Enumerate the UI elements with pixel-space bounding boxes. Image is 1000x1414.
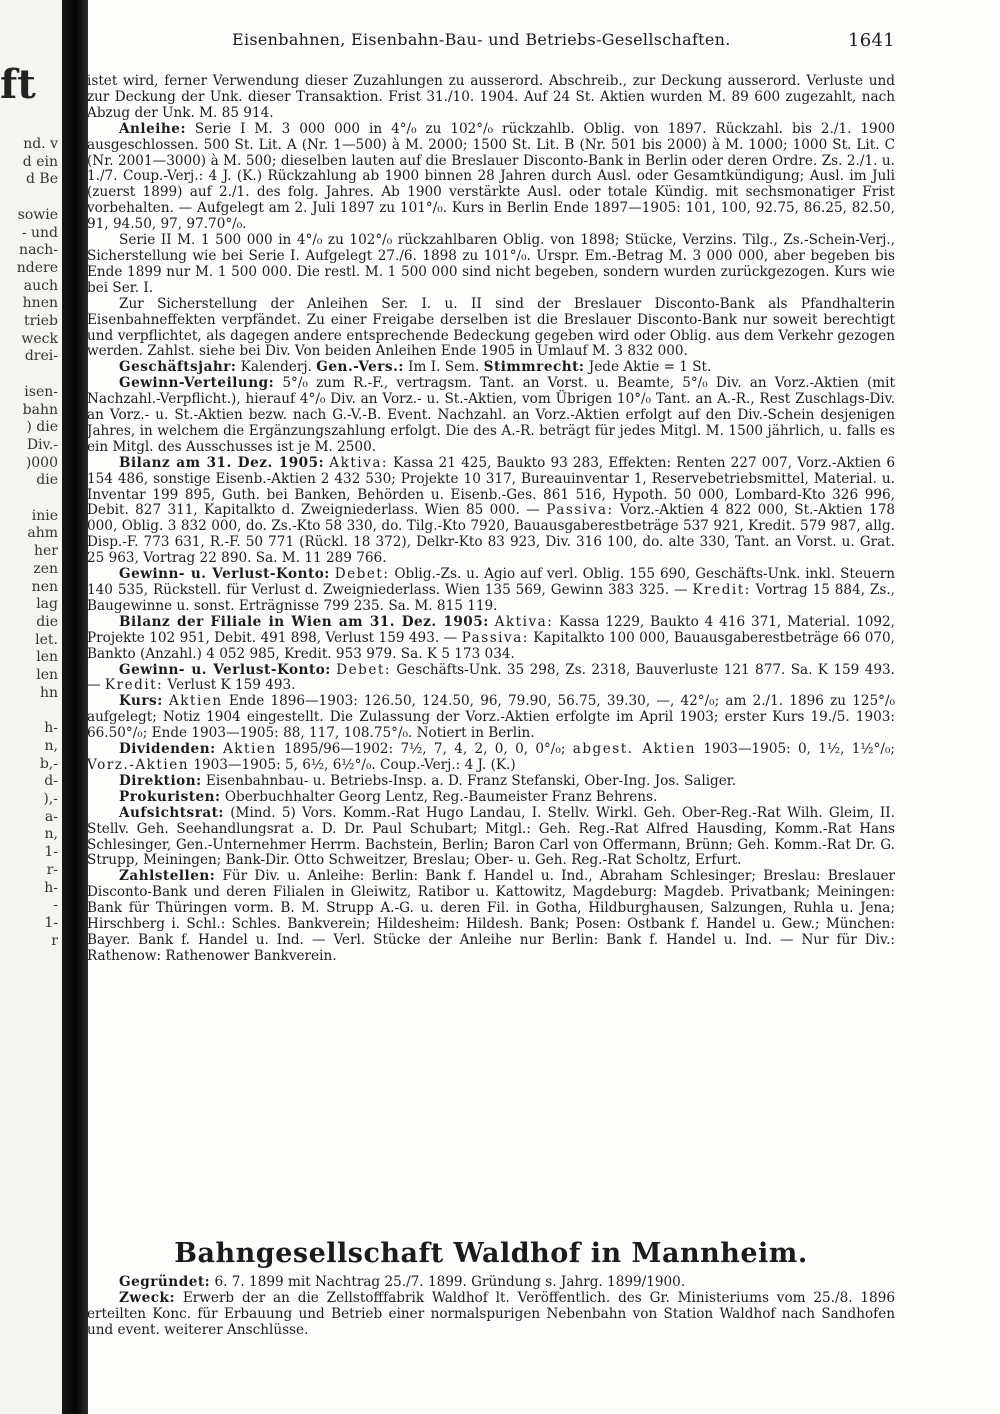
running-header — [232, 30, 895, 51]
entry-paragraph: Bilanz am 31. Dez. 1905: Aktiva: Kassa 21 425, Baukto 93 283, Effekten: Renten 227 007, Vorz.-Aktien 6 154 486, sonstige Eisenb.-Aktien 2 432 530; Projekte 10 317, Bureauinventar 1, Reservebetriebsmittel, Material. u. Inventar 199 895, Guth. bei Banken, Behörden u. Eisenb.-Ges. 861 516, Hypoth. 50 000, Lombard-Kto 326 996, Debit. 827 311, Kapitalkto d. Zweigniederlass. Wien 85 000. — Passiva: Vorz.-Aktien 4 822 000, St.-Aktien 178 000, Oblig. 3 832 000, do. Zs.-Kto 58 330, do. Tilg.-Kto 7920, Bauausgaberestbeträge 537 921, Kredit. 579 987, allg. Disp.-F. 773 631, R.-F. 50 771 (Rückl. 18 372), Delkr-Kto 83 923, Div. 316 100, do. alte 330, Tant. an Vorst. u. Grat. 25 963, Vortrag 22 890. Sa. M. 11 289 766. — [87, 454, 895, 567]
entry-keyword: Anleihe: — [119, 120, 186, 137]
adjacent-page-line-fragment: - und — [21, 224, 58, 241]
adjacent-page-line-fragment: len — [36, 667, 58, 684]
main-text-block — [87, 74, 895, 965]
entry-paragraph: Aufsichtsrat: (Mind. 5) Vors. Komm.-Rat Hugo Landau, I. Stellv. Wirkl. Geh. Ober-Reg.-Rat Wilh. Gleim, II. Stellv. Geh. Seehandlungsrat a. D. Dr. Paul Schubart; Mitgl.: Geh. Reg.-Rat Alfred Hausding, Komm.-Rat Hans Schlesinger, Gen.-Unternehmer Herrm. Bachstein, Berlin; Baron Carl von Offermann, Brünn; Geh. Komm.-Rat Dr. G. Strupp, Meiningen; Bank-Dir. Otto Schweitzer, Breslau; Ober- u. Geh. Reg.-Rat Scholtz, Erfurt. — [87, 804, 895, 869]
adjacent-page-line-fragment — [0, 366, 62, 384]
entry-keyword: Direktion: — [119, 772, 202, 789]
entry-paragraph: Gegründet: 6. 7. 1899 mit Nachtrag 25./7. 1899. Gründung s. Jahrg. 1899/1900. — [119, 1274, 686, 1290]
adjacent-page-line-fragment: )000 — [25, 454, 58, 471]
adjacent-page-line-fragment: h- — [44, 879, 58, 896]
adjacent-page-text — [0, 0, 62, 1414]
adjacent-page-line-fragment: nach- — [19, 242, 58, 259]
adjacent-page-line-fragment — [0, 1057, 62, 1075]
adjacent-page-line-fragment — [0, 950, 62, 968]
entry-keyword: Gewinn- u. Verlust-Konto: — [119, 566, 330, 583]
adjacent-page-line-fragment: die — [36, 613, 58, 630]
entry-paragraph: Zur Sicherstellung der Anleihen Ser. I. u. II sind der Breslauer Disconto-Bank als Pfandhalterin Eisenbahneffekten verpfändet. Zu einer Freigabe derselben ist die Breslauer Disconto-Bank nur soweit berechtigt und verpflichtet, als dagegen andere entsprechende Bedeckung gegeben wird oder Oblig. aus dem Verkehr gezogen werden. Zahlst. siehe bei Div. Von beiden Anleihen Ende 1905 in Umlauf M. 3 832 000. — [87, 295, 895, 360]
adjacent-page-line-fragment: hnen — [22, 295, 58, 312]
adjacent-page-line-fragment: bahn — [22, 401, 58, 418]
entry-paragraph: Kurs: Aktien Ende 1896—1903: 126.50, 124.50, 96, 79.90, 56.75, 39.30, —, 42°/₀; am 2./1. 1896 zu 125°/₀ aufgelegt; Notiz 1904 eingestellt. Die Zulassung der Vorz.-Aktien erfolgte im April 1903; erster Kurs 19./5. 1903: 66.50°/₀; Ende 1903—1905: 88, 117, 108.75°/₀. Notiert in Berlin. — [87, 693, 896, 742]
entry-paragraph: Zweck: Erwerb der an die Zellstofffabrik Waldhof lt. Veröffentlich. des Gr. Ministeriums vom 25./8. 1896 erteilten Konc. für Erbauung und Betrieb einer normalspurigen Nebenbahn von Station Waldhof nach Sandhofen und event. weiterer Anschlüsse. — [87, 1289, 895, 1338]
adjacent-page-line-fragment — [0, 703, 62, 721]
adjacent-page-line-fragment: auch — [23, 277, 58, 294]
adjacent-page-line-fragment — [0, 490, 62, 508]
adjacent-page-line-fragment: her — [34, 543, 58, 560]
adjacent-page-line-fragment: a- — [44, 808, 58, 825]
entry-keyword: Zweck: — [119, 1289, 175, 1306]
entry-keyword: Prokuristen: — [119, 788, 221, 805]
adjacent-page-line-fragment: r- — [46, 861, 58, 878]
adjacent-page-line-fragment: die — [36, 472, 58, 489]
entry-keyword: Aufsichtsrat: — [119, 804, 224, 821]
company-text-block — [87, 1275, 895, 1339]
adjacent-page-line-fragment: nen — [31, 578, 58, 595]
adjacent-page-line-fragment: ),- — [43, 791, 58, 808]
entry-keyword: Geschäftsjahr: — [119, 359, 237, 376]
running-title: Eisenbahnen, Eisenbahn-Bau- und Betriebs-Gesellschaften. — [232, 30, 731, 49]
adjacent-page-line-fragment: trieb — [23, 313, 58, 330]
adjacent-page-line-fragment: r — [51, 932, 58, 949]
book-binding-gutter — [62, 0, 88, 1414]
page-number: 1641 — [847, 30, 895, 51]
adjacent-page-line-fragment — [0, 1003, 62, 1021]
adjacent-page-line-fragment: len — [36, 649, 58, 666]
adjacent-page-line-fragment: inie — [31, 507, 58, 524]
adjacent-page-line-fragment: ) die — [26, 419, 58, 436]
adjacent-page-line-fragment: d ein — [22, 153, 58, 170]
adjacent-page-line-fragment: 1- — [44, 914, 58, 931]
adjacent-page-line-fragment — [0, 968, 62, 986]
entry-keyword: Gegründet: — [119, 1274, 211, 1290]
adjacent-page-line-fragment: zen — [33, 560, 58, 577]
adjacent-page-line-fragment: h- — [44, 720, 58, 737]
entry-keyword: Kurs: — [119, 693, 163, 710]
adjacent-page-line-fragment: b,- — [39, 755, 58, 772]
adjacent-page-line-fragment: hn — [39, 684, 58, 701]
entry-paragraph: Direktion: Eisenbahnbau- u. Betriebs-Insp. a. D. Franz Stefanski, Ober-Ing. Jos. Saliger. — [119, 772, 737, 789]
adjacent-page-line-fragment: ahm — [27, 525, 58, 542]
adjacent-page-line-fragment: weck — [21, 330, 58, 347]
company-heading: Bahngesellschaft Waldhof in Mannheim. — [174, 1238, 808, 1269]
entry-keyword: Gewinn- u. Verlust-Konto: — [119, 661, 331, 678]
adjacent-page-line-fragment — [0, 189, 62, 207]
entry-paragraph: Gewinn- u. Verlust-Konto: Debet: Oblig.-Zs. u. Agio auf verl. Oblig. 155 690, Geschäfts-Unk. inkl. Steuern 140 535, Rückstell. für Verlust d. Zweigniederlass. Wien 135 569, Gewinn 383 325. — Kredit: Vortrag 15 884, Zs., Baugewinne u. sonst. Erträgnisse 799 235. Sa. M. 815 119. — [87, 566, 895, 614]
adjacent-page-line-fragment: lag — [36, 596, 58, 613]
entry-paragraph: Prokuristen: Oberbuchhalter Georg Lentz, Reg.-Baumeister Franz Behrens. — [119, 788, 658, 805]
adjacent-page-line-fragment — [0, 986, 62, 1004]
entry-paragraph: Zahlstellen: Für Div. u. Anleihe: Berlin: Bank f. Handel u. Ind., Abraham Schlesinger; Breslau: Breslauer Disconto-Bank und deren Filialen in Gleiwitz, Ratibor u. Kattowitz, Magdeburg: Magdeb. Privatbank; Meiningen: Bank für Thüringen vorm. B. M. Strupp A.-G. u. deren Fil. in Gotha, Hildburghausen, Salzungen, Ruhla u. Jena; Hirschberg i. Schl.: Schles. Bankverein; Hildesheim: Hildesh. Bank; Posen: Ostbank f. Handel u. Gew.; München: Bayer. Bank f. Handel u. Ind. — Verl. Stücke der Anleihe nur Berlin: Bank f. Handel u. Ind. — Nur für Div.: Rathenow: Rathenower Bankverein. — [87, 868, 895, 964]
adjacent-page-line-fragment: let. — [35, 631, 58, 648]
adjacent-page-line-fragment: nd. v — [23, 136, 58, 152]
adjacent-page-line-fragment: d- — [44, 773, 58, 790]
adjacent-page-line-fragment: n, — [44, 737, 58, 754]
entry-paragraph: Geschäftsjahr: Kalenderj. Gen.-Vers.: Im I. Sem. Stimmrecht: Jede Aktie = 1 St. — [119, 359, 712, 376]
entry-paragraph: istet wird, ferner Verwendung dieser Zuzahlungen zu ausserord. Abschreib., zur Deckung ausserord. Verluste und zur Deckung der Unk. dieser Transaktion. Frist 31./10. 1904. Auf 24 St. Aktien wurden M. 89 600 zugezahlt, nach Abzug der Unk. M. 85 914. — [87, 73, 895, 121]
adjacent-page-line-fragment: d Be — [26, 171, 58, 188]
entry-paragraph: Bilanz der Filiale in Wien am 31. Dez. 1905: Aktiva: Kassa 1229, Baukto 4 416 371, Material. 1092, Projekte 102 951, Debit. 491 898, Verlust 159 493. — Passiva: Kapitalkto 100 000, Bauausgaberestbeträge 66 070, Bankto (Anzahl.) 4 052 985, Kredit. 953 979. Sa. K 5 173 034. — [87, 613, 895, 662]
adjacent-page-line-fragment: Div.- — [26, 436, 58, 453]
adjacent-page-line-fragment: ndere — [16, 259, 58, 276]
entry-paragraph: Anleihe: Serie I M. 3 000 000 in 4°/₀ zu 102°/₀ rückzahlb. Oblig. von 1897. Rückzahl. bis 2./1. 1900 ausgeschlossen. 500 St. Lit. A (Nr. 1—500) à M. 2000; 1500 St. Lit. B (Nr. 501 bis 2000) à M. 1000; 1000 St. Lit. C (Nr. 2001—3000) à M. 500; dieselben lauten auf die Breslauer Disconto-Bank in Berlin oder deren Ordre. Zs. 2./1. u. 1./7. Coup.-Verj.: 4 J. (K.) Rückzahlung ab 1900 binnen 28 Jahren durch Ausl. oder Gesamtkündigung; Ausl. im Juli (zuerst 1899) auf 2./1. des folg. Jahres. Ab 1900 verstärkte Ausl. oder totale Kündig. mit sechsmonatiger Frist vorbehalten. — Aufgelegt am 2. Juli 1897 zu 101°/₀. Kurs in Berlin Ende 1897—1905: 101, 100, 92.75, 86.25, 82.50, 91, 94.50, 97, 97.70°/₀. — [87, 120, 895, 233]
adjacent-page-line-fragment — [0, 1021, 62, 1039]
adjacent-page-line-fragment: 1- — [44, 844, 58, 861]
adjacent-page-line-fragment: n, — [44, 826, 58, 843]
entry-paragraph: Gewinn- u. Verlust-Konto: Debet: Geschäfts-Unk. 35 298, Zs. 2318, Bauverluste 121 877. Sa. K 159 493. — Kredit: Verlust K 159 493. — [87, 661, 895, 694]
adjacent-page-line-fragment — [0, 1039, 62, 1057]
entry-keyword: Dividenden: — [119, 741, 216, 758]
adjacent-page-line-fragment: - — [53, 897, 58, 914]
adjacent-page-edge — [0, 0, 62, 1414]
entry-keyword: Gewinn-Verteilung: — [119, 375, 275, 392]
adjacent-page-line-fragment: isen- — [24, 383, 58, 400]
entry-keyword: Bilanz der Filiale in Wien am 31. Dez. 1905: — [119, 613, 489, 630]
entry-paragraph: Serie II M. 1 500 000 in 4°/₀ zu 102°/₀ rückzahlbaren Oblig. von 1898; Stücke, Verzins. Tilg., Zs.-Schein-Verj., Sicherstellung wie bei Serie I. Aufgelegt 27./6. 1898 zu 101°/₀. Urspr. Em.-Betrag M. 3 000 000, aber begeben bis Ende 1899 nur M. 1 500 000. Die restl. M. 1 500 000 sind nicht begeben, sondern wurden zurückgezogen. Kurs wie bei Ser. I. — [87, 232, 895, 296]
entry-paragraph: Dividenden: Aktien 1895/96—1902: 7½, 7, 4, 2, 0, 0, 0°/₀; abgest. Aktien 1903—1905: 0, 1½, 1½°/₀; Vorz.-Aktien 1903—1905: 5, 6½, 6½°/₀. Coup.-Verj.: 4 J. (K.) — [87, 741, 895, 773]
entry-keyword: Zahlstellen: — [119, 868, 216, 885]
adjacent-page-heading-fragment: ft — [0, 61, 36, 108]
entry-keyword: Bilanz am 31. Dez. 1905: — [119, 454, 325, 471]
adjacent-page-line-fragment: sowie — [17, 206, 58, 223]
adjacent-page-line-fragment: drei- — [24, 348, 58, 365]
entry-paragraph: Gewinn-Verteilung: 5°/₀ zum R.-F., vertragsm. Tant. an Vorst. u. Beamte, 5°/₀ Div. an Vorz.-Aktien (mit Nachzahl.-Verpflicht.), hierauf 4°/₀ Div. an Vorz.- u. St.-Aktien, vom Übrigen 10°/₀ Tant. an A.-R., Rest Zuschlags-Div. an Vorz.- u. St.-Aktien bezw. nach G.-V.-B. Event. Nachzahl. an Vorz.-Aktien erfolgt auf den Div.-Schein desjenigen Jahres, in welchem die Ergänzungszahlung erfolgt. Die des A.-R. beträgt für jedes Mitgl. M. 1500 jährlich, u. falls es ein Mitgl. des Ausschusses ist je M. 2500. — [87, 375, 895, 455]
